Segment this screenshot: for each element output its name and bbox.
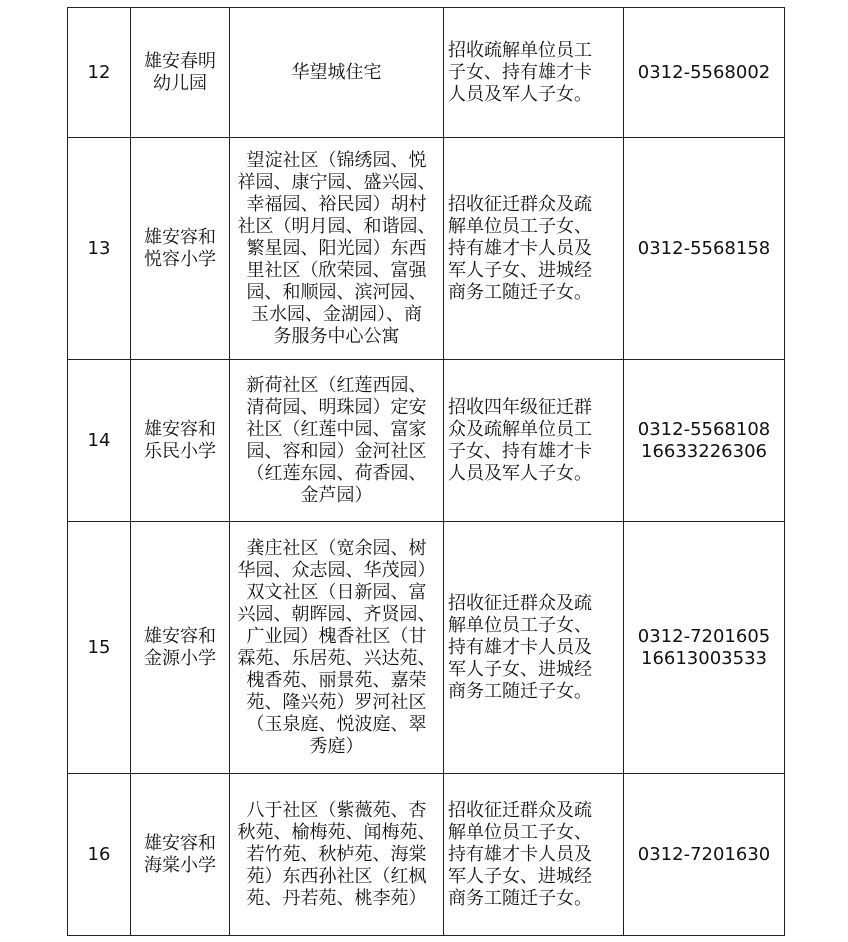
table-row <box>68 522 785 774</box>
contact-phone-line: 16613003533 <box>641 647 767 669</box>
school-name-line: 雄安容和 <box>144 226 216 248</box>
district-area-line: 玉水园、金湖园）、商 <box>251 303 422 325</box>
district-area-line: 里社区（欣荣园、富强 <box>246 259 427 281</box>
district-area-line: 园、和顺园、滨河园、 <box>246 281 427 303</box>
district-area-line: （玉泉庭、悦波庭、翠 <box>246 713 427 735</box>
district-area <box>230 138 444 360</box>
admission-policy <box>444 522 624 774</box>
admission-policy-line: 人员及军人子女。 <box>448 462 592 484</box>
district-area-line: 社区（明月园、和谐园、 <box>237 215 436 237</box>
district-area-line: 望淀社区（锦绣园、悦 <box>246 149 427 171</box>
admission-policy-line: 解单位员工子女、 <box>448 614 592 636</box>
row-number: 13 <box>68 138 131 360</box>
admission-policy-line: 人员及军人子女。 <box>448 83 592 105</box>
school-name-line: 海棠小学 <box>144 854 216 876</box>
admission-policy <box>444 8 624 138</box>
school-name-line: 雄安容和 <box>144 418 216 440</box>
admission-policy-line: 招收征迁群众及疏 <box>448 193 592 215</box>
school-name <box>131 138 230 360</box>
school-name-line: 雄安春明 <box>144 50 216 72</box>
admission-policy-line: 军人子女、进城经 <box>448 865 592 887</box>
contact-phone-line: 0312-5568158 <box>637 237 771 259</box>
admission-policy <box>444 138 624 360</box>
admission-policy-line: 持有雄才卡人员及 <box>448 636 592 658</box>
district-area-line: 秋苑、榆梅苑、闻梅苑、 <box>237 821 436 843</box>
table-row <box>68 8 785 138</box>
district-area-line: 霖苑、乐居苑、兴达苑、 <box>237 647 436 669</box>
admission-policy <box>444 774 624 936</box>
admission-policy-line: 持有雄才卡人员及 <box>448 843 592 865</box>
district-area-line: 幸福园、裕民园）胡村 <box>246 193 427 215</box>
contact-phone-line: 16633226306 <box>641 440 767 462</box>
admission-policy-line: 商务工随迁子女。 <box>448 887 592 909</box>
district-area-line: 金芦园） <box>300 484 373 506</box>
district-area <box>230 360 444 522</box>
contact-phone-line: 0312-7201605 <box>637 625 771 647</box>
contact-phone-line: 0312-5568002 <box>637 61 771 83</box>
school-name <box>131 522 230 774</box>
admission-policy-line: 解单位员工子女、 <box>448 821 592 843</box>
admission-policy-line: 招收征迁群众及疏 <box>448 592 592 614</box>
district-area-line: 繁星园、阳光园）东西 <box>246 237 427 259</box>
district-area-line: 务服务中心公寓 <box>273 325 400 347</box>
district-area-line: 八于社区（紫薇苑、杏 <box>246 799 427 821</box>
admission-policy-line: 招收征迁群众及疏 <box>448 799 592 821</box>
district-area-line: （红莲东园、荷香园、 <box>246 462 427 484</box>
contact-phone <box>624 360 785 522</box>
district-area-line: 新荷社区（红莲西园、 <box>246 374 427 396</box>
school-name <box>131 8 230 138</box>
admission-policy-line: 持有雄才卡人员及 <box>448 237 592 259</box>
row-number: 15 <box>68 522 131 774</box>
district-area-line: 社区（红莲中园、富家 <box>246 418 427 440</box>
admission-policy-line: 商务工随迁子女。 <box>448 281 592 303</box>
district-area-line: 祥园、康宁园、盛兴园、 <box>237 171 436 193</box>
admission-policy-line: 招收疏解单位员工 <box>448 39 592 61</box>
school-name-line: 雄安容和 <box>144 832 216 854</box>
school-name <box>131 774 230 936</box>
district-area-line: 园、容和园）金河社区 <box>246 440 427 462</box>
contact-phone-line: 0312-7201630 <box>637 843 771 865</box>
school-name-line: 幼儿园 <box>153 72 207 94</box>
row-number: 14 <box>68 360 131 522</box>
admission-policy-line: 军人子女、进城经 <box>448 259 592 281</box>
district-area-line: 苑、隆兴苑）罗河社区 <box>246 691 427 713</box>
district-area-line: 双文社区（日新园、富 <box>246 581 427 603</box>
school-district-table <box>67 7 785 936</box>
admission-policy-line: 招收四年级征迁群 <box>448 396 592 418</box>
school-name-line: 金源小学 <box>144 647 216 669</box>
admission-policy-line: 解单位员工子女、 <box>448 215 592 237</box>
contact-phone <box>624 774 785 936</box>
admission-policy-line: 子女、持有雄才卡 <box>448 61 592 83</box>
contact-phone-line: 0312-5568108 <box>637 418 771 440</box>
admission-policy-line: 子女、持有雄才卡 <box>448 440 592 462</box>
row-number: 12 <box>68 8 131 138</box>
district-area-line: 清荷园、明珠园）定安 <box>246 396 427 418</box>
admission-policy-line: 军人子女、进城经 <box>448 658 592 680</box>
table-row <box>68 774 785 936</box>
district-area-line: 苑、丹若苑、桃李苑） <box>246 887 427 909</box>
district-area-line: 广业园）槐香社区（甘 <box>246 625 427 647</box>
school-name-line: 悦容小学 <box>144 248 216 270</box>
district-area-line: 兴园、朝晖园、齐贤园、 <box>237 603 436 625</box>
district-area-line: 若竹苑、秋栌苑、海棠 <box>246 843 427 865</box>
district-area-line: 苑）东西孙社区（红枫 <box>246 865 427 887</box>
row-number: 16 <box>68 774 131 936</box>
district-area-line: 龚庄社区（宽余园、树 <box>246 537 427 559</box>
contact-phone <box>624 522 785 774</box>
district-area-line: 秀庭） <box>309 735 364 757</box>
school-name-line: 乐民小学 <box>144 440 216 462</box>
district-area <box>230 774 444 936</box>
district-area-line: 槐香苑、丽景苑、嘉荣 <box>246 669 427 691</box>
district-area-line: 华望城住宅 <box>291 61 382 83</box>
table-body <box>68 8 785 936</box>
admission-policy <box>444 360 624 522</box>
school-name <box>131 360 230 522</box>
table-row <box>68 360 785 522</box>
district-area-line: 华园、众志园、华茂园） <box>237 559 436 581</box>
table-row <box>68 138 785 360</box>
contact-phone <box>624 8 785 138</box>
admission-policy-line: 众及疏解单位员工 <box>448 418 592 440</box>
district-area <box>230 522 444 774</box>
contact-phone <box>624 138 785 360</box>
district-area <box>230 8 444 138</box>
school-name-line: 雄安容和 <box>144 625 216 647</box>
admission-policy-line: 商务工随迁子女。 <box>448 680 592 702</box>
